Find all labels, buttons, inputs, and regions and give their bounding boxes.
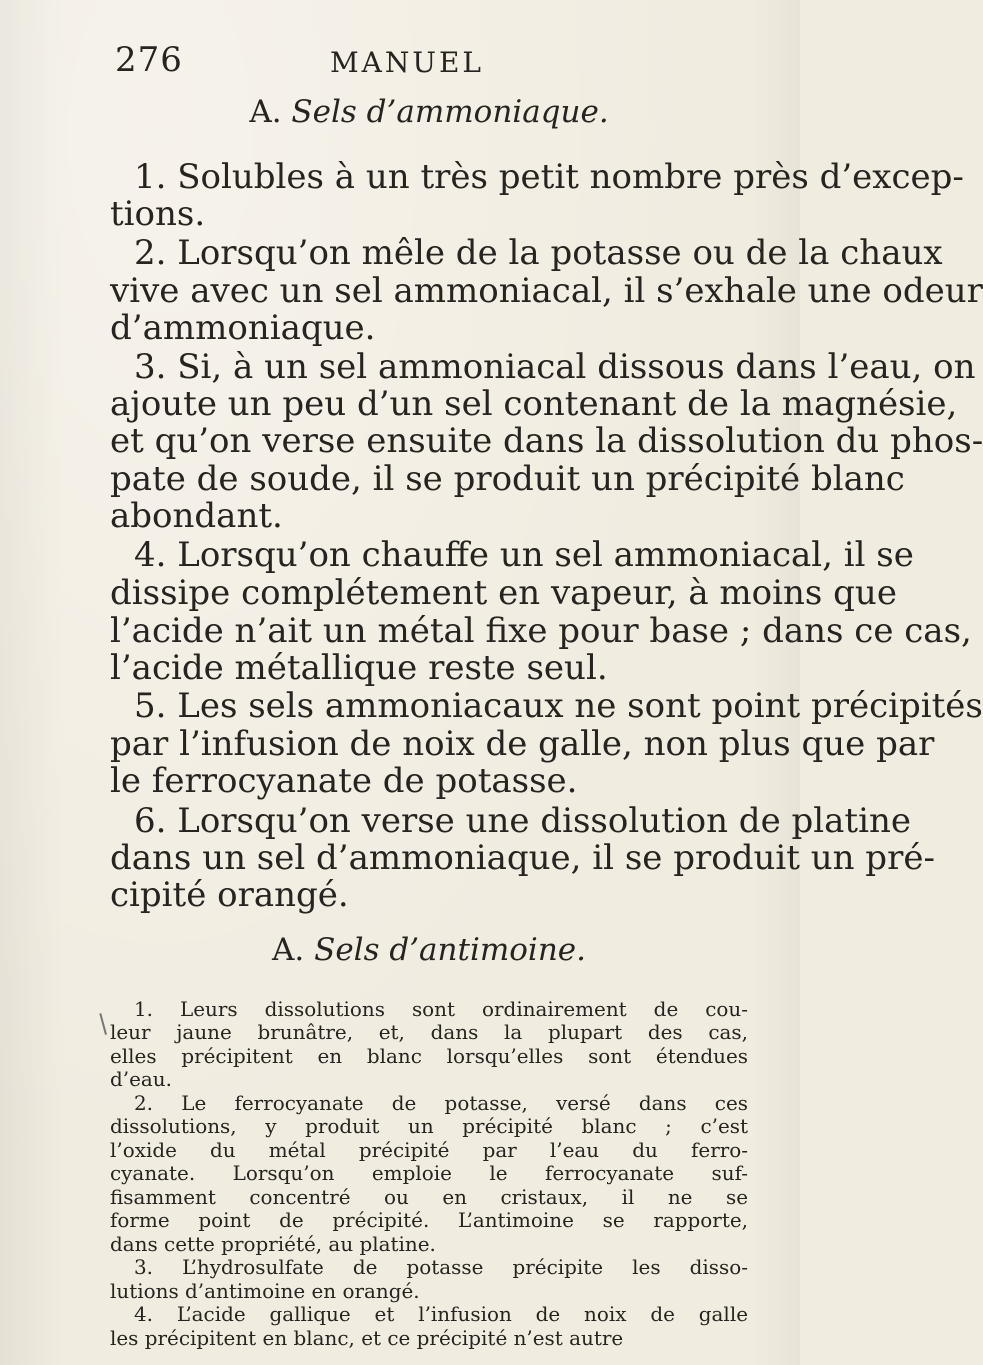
text-line: par l’infusion de noix de galle, non plus que par bbox=[110, 724, 935, 764]
text-line: tions. bbox=[110, 194, 206, 234]
text-line: cipité orangé. bbox=[110, 875, 349, 915]
text-line: l’acide métallique reste seul. bbox=[110, 648, 608, 688]
section-heading-label: A. bbox=[271, 932, 305, 968]
text-line: leur jaune brunâtre, et, dans la plupart des cas, bbox=[110, 1020, 748, 1045]
page-number: 276 bbox=[115, 40, 183, 80]
text-line: d’eau. bbox=[110, 1067, 172, 1092]
text-line: lutions d’antimoine en orangé. bbox=[110, 1278, 420, 1303]
section-heading-ammoniaque bbox=[110, 92, 748, 132]
section-heading-label: A. bbox=[249, 94, 282, 130]
text-line: ajoute un peu d’un sel contenant de la magnésie, bbox=[110, 384, 958, 424]
text-line: 3. Si, à un sel ammoniacal dissous dans l’eau, on bbox=[134, 347, 976, 387]
text-line: dans un sel d’ammoniaque, il se produit un pré- bbox=[110, 838, 935, 878]
running-title: MANUEL bbox=[330, 46, 485, 79]
text-line: d’ammoniaque. bbox=[110, 308, 376, 348]
text-line: et qu’on verse ensuite dans la dissolution du phos- bbox=[110, 421, 983, 461]
section-heading-title: Sels d’ammoniaque. bbox=[291, 94, 609, 130]
text-line: dissipe complétement en vapeur, à moins que bbox=[110, 573, 897, 613]
text-line: 5. Les sels ammoniacaux ne sont point précipités bbox=[134, 686, 983, 726]
text-line: vive avec un sel ammoniacal, il s’exhale une odeur bbox=[110, 271, 983, 311]
text-line: les précipitent en blanc, et ce précipité n’est autre bbox=[110, 1325, 624, 1350]
text-line: forme point de précipité. L’antimoine se rapporte, bbox=[110, 1208, 748, 1233]
text-line: 1. Solubles à un très petit nombre près d’excep- bbox=[134, 157, 964, 197]
section-heading-title: Sels d’antimoine. bbox=[314, 932, 587, 968]
text-line: l’oxide du métal précipité par l’eau du ferro- bbox=[110, 1137, 748, 1162]
text-line: l’acide n’ait un métal fixe pour base ; dans ce cas, bbox=[110, 611, 972, 651]
text-line: pate de soude, il se produit un précipité blanc bbox=[110, 459, 905, 499]
text-line: dissolutions, y produit un précipité blanc ; c’est bbox=[110, 1114, 748, 1139]
text-line: 2. Le ferrocyanate de potasse, versé dans ces bbox=[134, 1090, 748, 1115]
text-line: 4. Lorsqu’on chauffe un sel ammoniacal, il se bbox=[134, 535, 914, 575]
text-line: fisamment concentré ou en cristaux, il ne se bbox=[110, 1184, 748, 1209]
text-line: 3. L’hydrosulfate de potasse précipite les disso- bbox=[134, 1255, 748, 1280]
text-line: 1. Leurs dissolutions sont ordinairement de cou- bbox=[134, 997, 748, 1021]
text-line: 6. Lorsqu’on verse une dissolution de platine bbox=[134, 801, 911, 841]
text-line: 2. Lorsqu’on mêle de la potasse ou de la chaux bbox=[134, 233, 943, 273]
text-line: cyanate. Lorsqu’on emploie le ferrocyanate suf- bbox=[110, 1161, 748, 1186]
section-heading-antimoine bbox=[110, 930, 748, 970]
text-line: abondant. bbox=[110, 496, 283, 536]
running-head bbox=[115, 40, 748, 80]
text-line: 4. L’acide gallique et l’infusion de noix de galle bbox=[134, 1302, 748, 1327]
text-line: le ferrocyanate de potasse. bbox=[110, 761, 578, 801]
text-line: elles précipitent en blanc lorsqu’elles sont étendues bbox=[110, 1043, 748, 1068]
text-line: dans cette propriété, au platine. bbox=[110, 1231, 436, 1256]
